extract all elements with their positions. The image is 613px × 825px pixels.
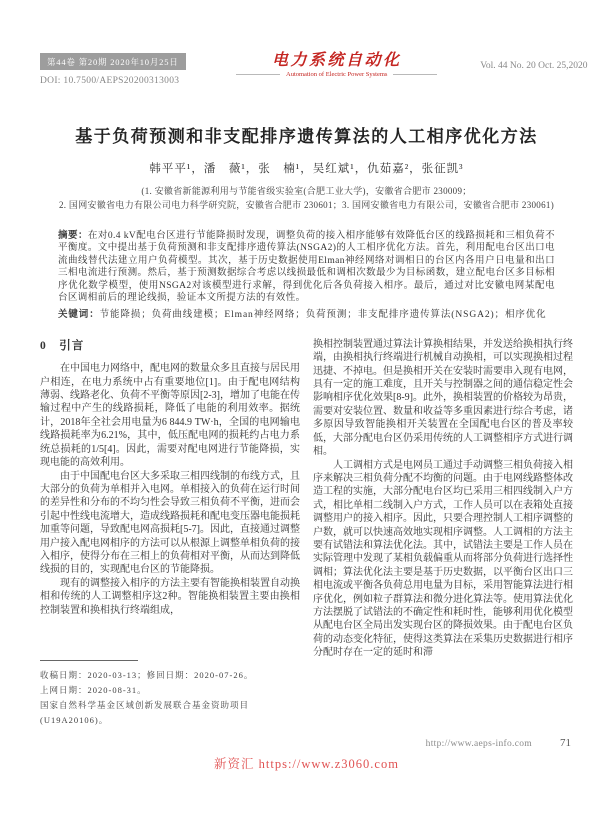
logo-rule-left — [236, 74, 280, 75]
footnote-funding: 国家自然科学基金区域创新发展联合基金资助项目(U19A20106)。 — [40, 699, 250, 725]
affiliations — [40, 184, 573, 212]
right-column — [313, 338, 573, 728]
paragraph: 现有的调整接入相序的方法主要有智能换相装置自动换相和传统的人工调整相序这2种。智能换相装置主要由换相控制装置和换相执行终端组成， — [40, 577, 300, 616]
paragraph: 在中国电力网络中，配电网的数量众多且直接与居民用户相连，在电力系统中占有重要地位[1]。由于配电网结构薄弱、线路老化、负荷不平衡等原因[2-3]，增加了电能在传输过程中产生的线路损耗，降低了电能的利用效率。据统计，2018年全社会用电量为6 844.9 TW·h，全国的电网输电线路损耗率为6.21%，其中，低压配电网的损耗约占电力系统总损耗的1/5[4]。因此，需要对配电网进行节能降损，实现电能的高效利用。 — [40, 363, 300, 469]
paragraph: 换相控制装置通过算法计算换相结果，并发送给换相执行终端，由换相执行终端进行机械自动换相，可以实现换相过程迅捷、不掉电。但是换相开关在安装时需要串入现有电网，具有一定的施工难度，且开关与控制器之间的通信稳定性会影响相序优化效果[8-9]。此外，换相装置的价格较为昂贵，需要对安装位置、数量和收益等多重因素进行综合考虑，诸多原因导致智能换相开关装置在全国配电台区的普及率较低，大部分配电台区仍采用传统的人工调整相序方式进行调相。 — [313, 338, 573, 458]
keywords-text: 节能降损；负荷曲线建模；Elman神经网络；负荷预测；非支配排序遗传算法(NSGA2)；相序优化 — [99, 310, 547, 321]
abstract-text: 在对0.4 kV配电台区进行节能降损时发现，调整负荷的接入相序能够有效降低台区的线路损耗和三相负荷不平衡度。文中提出基于负荷预测和非支配排序遗传算法(NSGA2)的人工相序优化方法。首先，利用配电台区出口电流曲线替代法建立用户负荷模型。其次，基于历史数据使用Elman神经网络对调相日的台区内各用户日电量和出口三相电流进行预测。然后，基于预测数据综合考虑以线损最低和调相次数最少为目标函数，建立配电台区多目标相序优化数学模型，使用NSGA2对该模型进行求解，得到优化后各负荷接入相序。最后，通过对比安徽电网某配电台区调相前后的理论线损，验证本文所提方法的有效性。 — [58, 231, 555, 304]
footnote-online-date: 上网日期：2020-08-31。 — [40, 684, 147, 695]
paragraph: 人工调相方式是电网员工通过手动调整三相负荷接入相序来解决三相负荷分配不均衡的问题。由于电网线路整体改造工程的实施，大部分配电台区均已采用三相四线制入户方式，相比单相二线制入户方式，工作人员可以在表箱处直接调整用户的接入相序。因此，只要合理控制人工相序调整的户数，就可以快速高效地实现相序调整。人工调相的方法主要有试错法和算法优化法。其中，试错法主要是工作人员在实际管理中发现了某相负载偏重从而将部分负荷进行选择性调相；算法优化法主要是基于历史数据，以平衡台区出口三相电流或平衡各负荷总用电量为目标，采用智能算法进行相序优化，例如粒子群算法和微分进化算法等。使用算法优化方法摆脱了试错法的不确定性和耗时性，能够利用优化模型从配电台区全局出发实现台区的降损效果。由于配电台区负荷的动态变化特征，使得这类算法在采集历史数据进行相序分配时存在一定的延时和滞 — [313, 459, 573, 659]
section-heading-introduction: 0 引言 — [40, 339, 85, 352]
logo-rule-right — [393, 74, 437, 75]
journal-logo — [236, 52, 437, 78]
page-footer — [40, 737, 573, 749]
footnote-received-date: 收稿日期：2020-03-13；修回日期：2020-07-26。 — [40, 669, 254, 680]
doi-text: DOI: 10.7500/AEPS20200313003 — [40, 76, 180, 86]
page-number: 71 — [560, 736, 571, 749]
journal-header — [40, 52, 588, 86]
watermark-text: 新资汇 https://www.z3060.com — [214, 756, 399, 771]
issue-badge: 第44卷 第20期 2020年10月25日 — [40, 53, 186, 70]
footnote-rule — [40, 660, 138, 661]
keywords-block — [58, 309, 555, 321]
journal-logo-english: Automation of Electric Power Systems — [286, 71, 388, 78]
footnote-block — [40, 656, 300, 728]
author-line: 韩平平¹，潘 薇¹，张 楠¹，吴红斌¹，仇茹嘉²，张征凯³ — [149, 163, 464, 175]
journal-website-url: http://www.aeps-info.com — [425, 738, 532, 749]
journal-logo-subtitle-row — [236, 71, 437, 78]
paragraph: 由于中国配电台区大多采取三相四线制的布线方式，且大部分的负荷为单相并入电网。单相接入的负荷在运行时间的差异性和分布的不均匀性会导致三相负荷不平衡，进而会引起中性线电流增大，造成线路损耗和配电变压器电能损耗加重等问题，导致配电网高损耗[5-7]。因此，直接通过调整用户接入配电网相序的方法可以从根源上调整单相负荷的接入相序，使得分布在三相上的负荷相对平衡，从而达到降低线损的目的，实现配电台区的节能降损。 — [40, 470, 300, 576]
left-column — [40, 338, 300, 728]
journal-logo-chinese: 电力系统自动化 — [271, 52, 402, 69]
abstract-block — [58, 230, 555, 304]
affiliation-line-1: (1. 安徽省新能源利用与节能省级实验室(合肥工业大学)，安徽省合肥市 230009； — [141, 186, 472, 196]
volume-issue-english: Vol. 44 No. 20 Oct. 25,2020 — [480, 61, 588, 71]
affiliation-line-2: 2. 国网安徽省电力有限公司电力科学研究院，安徽省合肥市 230601；3. 国网安徽省电力有限公司，安徽省合肥市 230061) — [59, 200, 554, 210]
two-column-body — [40, 338, 573, 728]
header-left — [40, 52, 236, 86]
abstract-label: 摘要： — [58, 231, 88, 241]
keywords-label: 关键词： — [58, 310, 100, 321]
paper-title: 基于负荷预测和非支配排序遗传算法的人工相序优化方法 — [75, 127, 538, 146]
